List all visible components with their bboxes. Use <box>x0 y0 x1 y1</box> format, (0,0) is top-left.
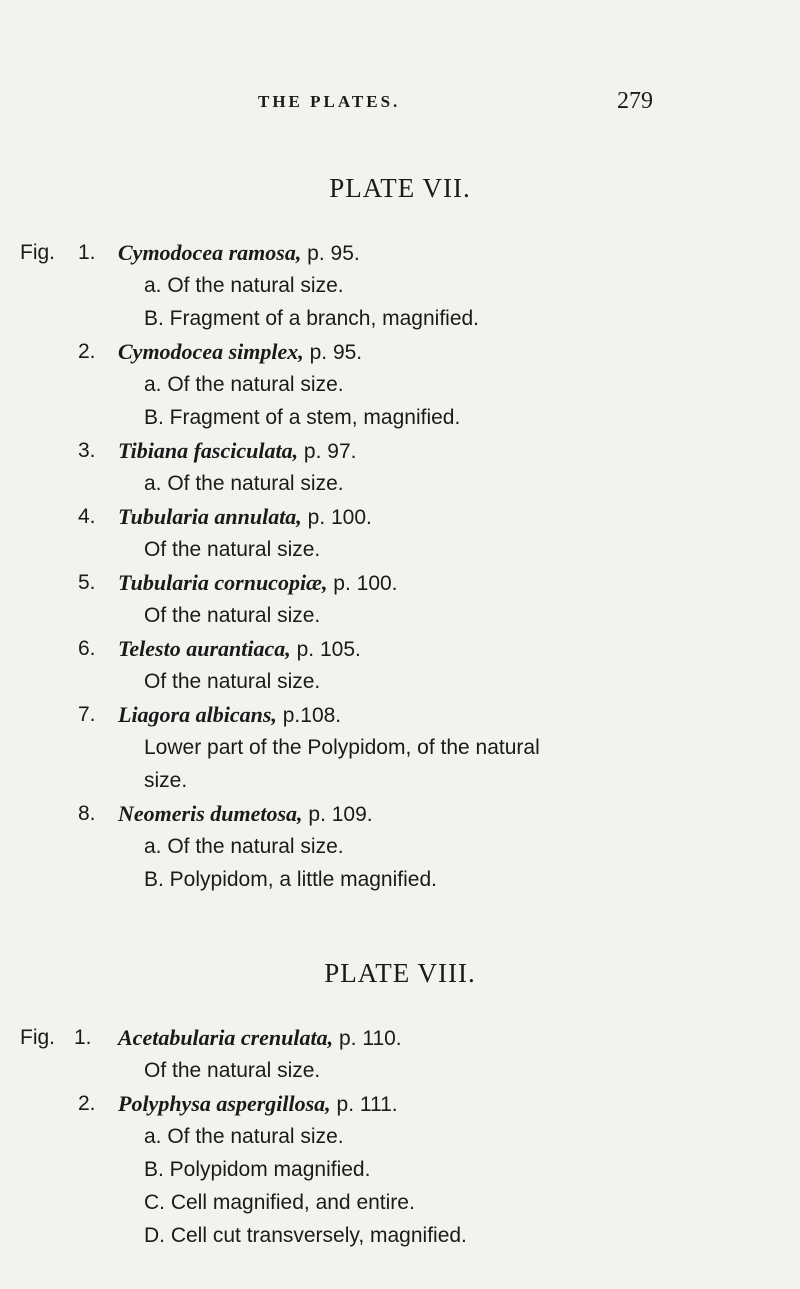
figure-number: 7. <box>78 703 96 726</box>
page-ref: p. 109. <box>308 803 373 826</box>
species-name: Polyphysa aspergillosa, <box>118 1091 331 1116</box>
page-ref: p.108. <box>282 704 342 727</box>
species-name: Liagora albicans, <box>118 702 277 727</box>
figure-entry <box>118 504 372 531</box>
species-name: Tibiana fasciculata, <box>118 438 299 463</box>
figure-note: B. Polypidom, a little magnified. <box>144 868 437 891</box>
figure-note: Lower part of the Polypidom, of the natural <box>144 736 540 759</box>
figure-number: 8. <box>78 802 96 825</box>
figure-note: Of the natural size. <box>144 538 321 561</box>
running-title: THE PLATES. <box>258 92 401 111</box>
figure-note: Of the natural size. <box>144 604 321 627</box>
species-name: Tubularia annulata, <box>118 504 302 529</box>
figure-number: 4. <box>78 505 96 528</box>
plate-heading: PLATE VIII. <box>324 958 476 988</box>
page-ref: p. 100. <box>333 572 398 595</box>
page-ref: p. 111. <box>336 1093 398 1116</box>
figure-note: a. Of the natural size. <box>144 835 344 858</box>
running-head <box>0 88 800 118</box>
figure-note: C. Cell magnified, and entire. <box>144 1191 415 1214</box>
figure-note: B. Polypidom magnified. <box>144 1158 371 1181</box>
species-name: Tubularia cornucopiæ, <box>118 570 328 595</box>
page-ref: p. 100. <box>307 506 372 529</box>
figure-entry <box>118 702 341 729</box>
figure-number: 1. <box>74 1026 92 1049</box>
figure-entry <box>118 438 356 465</box>
figure-number: 5. <box>78 571 96 594</box>
figure-note: a. Of the natural size. <box>144 1125 344 1148</box>
page-ref: p. 95. <box>307 242 360 265</box>
figure-entry <box>118 636 361 663</box>
figure-number: 1. <box>78 241 96 264</box>
figure-note: size. <box>144 769 188 792</box>
fig-label: Fig. <box>20 1026 56 1049</box>
species-name: Cymodocea simplex, <box>118 339 304 364</box>
figure-note: a. Of the natural size. <box>144 274 344 297</box>
figure-note: Of the natural size. <box>144 670 321 693</box>
figure-number: 2. <box>78 1092 96 1115</box>
figure-note: a. Of the natural size. <box>144 373 344 396</box>
page-ref: p. 95. <box>309 341 363 364</box>
figure-entry <box>118 801 373 828</box>
page-number: 279 <box>617 88 653 114</box>
figure-entry <box>118 1091 398 1118</box>
species-name: Acetabularia crenulata, <box>118 1025 334 1050</box>
plate-heading: PLATE VII. <box>329 173 471 203</box>
figure-number: 6. <box>78 637 96 660</box>
figure-entry <box>118 1025 402 1052</box>
figure-entry <box>118 339 362 366</box>
page-ref: p. 105. <box>296 638 361 661</box>
species-name: Telesto aurantiaca, <box>118 636 291 661</box>
figure-note: a. Of the natural size. <box>144 472 344 495</box>
fig-label: Fig. <box>20 241 56 264</box>
figure-number: 3. <box>78 439 96 462</box>
figure-note: B. Fragment of a stem, magnified. <box>144 406 461 429</box>
figure-note: D. Cell cut transversely, magnified. <box>144 1224 467 1247</box>
figure-entry <box>118 240 360 267</box>
figure-entry <box>118 570 398 597</box>
figure-number: 2. <box>78 340 96 363</box>
figure-note: B. Fragment of a branch, magnified. <box>144 307 480 330</box>
page-ref: p. 110. <box>338 1027 402 1050</box>
species-name: Cymodocea ramosa, <box>118 240 302 265</box>
figure-note: Of the natural size. <box>144 1059 321 1082</box>
species-name: Neomeris dumetosa, <box>118 801 303 826</box>
page-ref: p. 97. <box>303 440 357 463</box>
